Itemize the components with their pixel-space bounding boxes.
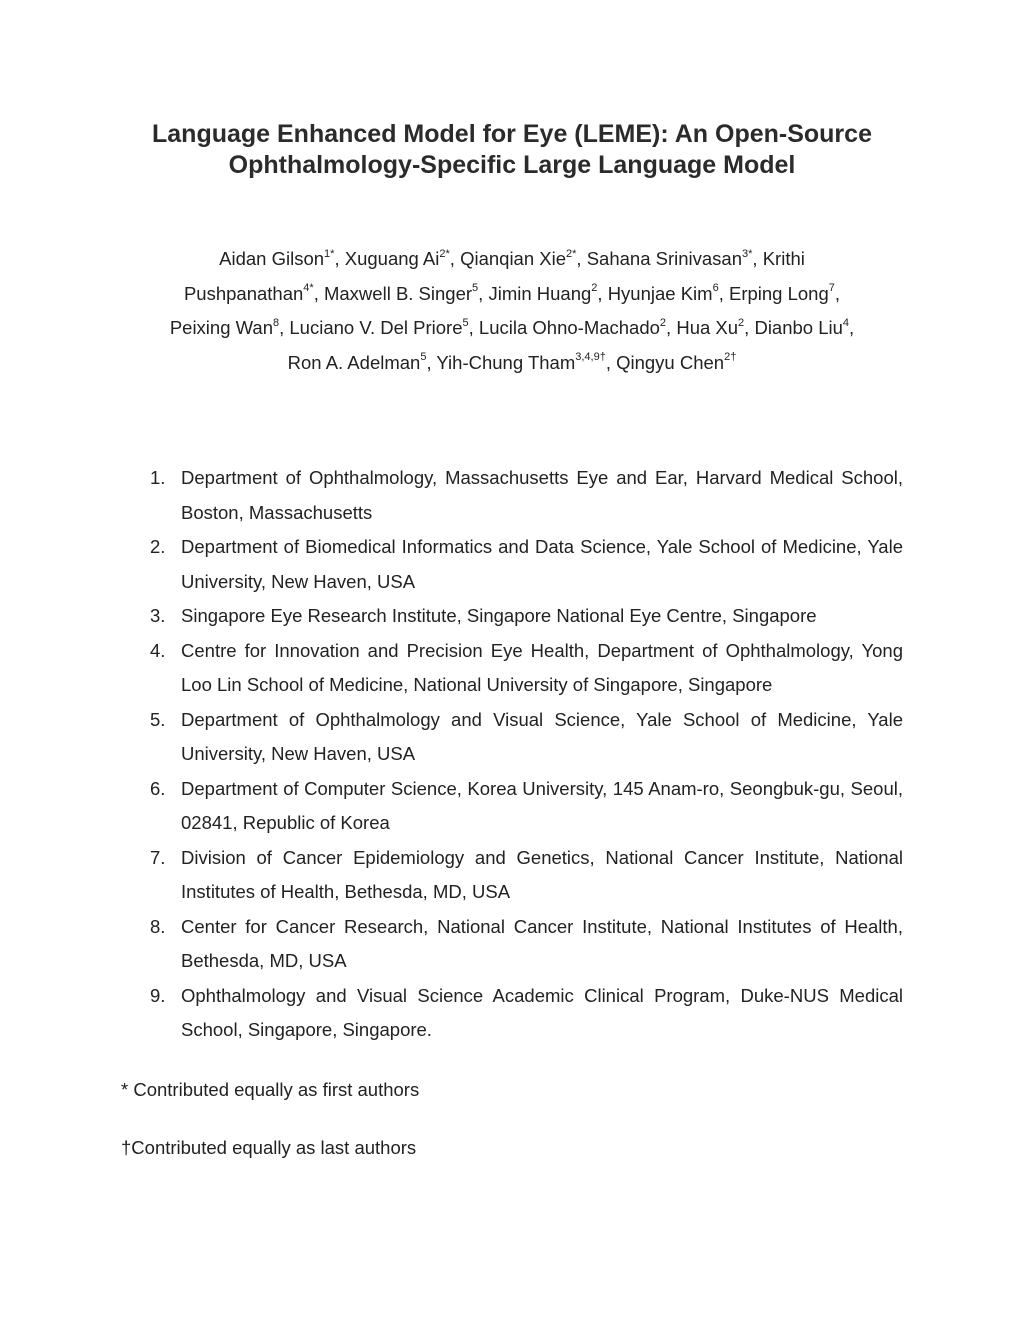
author-affiliation-marker: 6 <box>712 282 719 295</box>
author-separator: , <box>478 282 489 304</box>
author-name: Erping Long <box>728 282 829 304</box>
author-affiliation-marker: 7 <box>828 282 835 295</box>
author-name: Lucila Ohno-Machado <box>478 317 660 338</box>
affiliation-number: 1. <box>150 467 166 488</box>
affiliation-item <box>150 634 903 703</box>
author-name: Maxwell B. Singer <box>323 282 473 304</box>
author-separator: , <box>334 248 345 269</box>
author-separator: , <box>576 248 587 269</box>
affiliation-number: 2. <box>150 536 166 557</box>
author-separator: , <box>605 351 617 373</box>
author-affiliation-marker: 3,4,9† <box>575 351 606 364</box>
author-separator: , <box>426 351 437 373</box>
first-authors-note: * Contributed equally as first authors <box>121 1079 420 1100</box>
affiliation-item <box>150 910 903 979</box>
author-name: Aidan Gilson <box>219 248 325 269</box>
last-authors-note: †Contributed equally as last authors <box>121 1137 417 1158</box>
affiliation-text: Centre for Innovation and Precision Eye Health, Department of Ophthalmology, Yong Loo Lin School of Medicine, National University of Singapore, Singapore <box>181 639 903 695</box>
author-affiliation-marker: 1* <box>324 247 335 260</box>
paper-title-line-1: Language Enhanced Model for Eye (LEME): An Open-Source <box>152 120 872 148</box>
author-separator: , <box>834 282 841 304</box>
author-name: Qingyu Chen <box>616 351 725 373</box>
author-affiliation-marker: 2* <box>439 247 450 260</box>
author-row <box>120 277 904 312</box>
author-separator: , <box>666 317 677 338</box>
author-affiliation-marker: 2 <box>591 282 598 295</box>
affiliation-text: Department of Computer Science, Korea University, 145 Anam-ro, Seongbuk-gu, Seoul, 02841, Republic of Korea <box>181 777 903 833</box>
author-separator: , <box>597 282 608 304</box>
affiliation-item <box>150 841 903 910</box>
author-affiliation-marker: 3* <box>742 247 753 260</box>
affiliation-item <box>150 703 903 772</box>
author-separator: , <box>849 317 855 338</box>
author-affiliation-marker: 2* <box>566 247 577 260</box>
author-name: Ron A. Adelman <box>287 351 421 373</box>
author-separator: , <box>313 282 324 304</box>
author-affiliation-marker: 5 <box>472 282 479 295</box>
affiliation-text: Division of Cancer Epidemiology and Genetics, National Cancer Institute, National Institutes of Health, Bethesda, MD, USA <box>181 846 903 902</box>
author-list <box>120 242 904 380</box>
author-separator: , <box>468 317 479 338</box>
author-separator: , <box>449 248 461 269</box>
affiliation-number: 4. <box>150 639 166 661</box>
affiliation-text: Department of Ophthalmology, Massachusetts Eye and Ear, Harvard Medical School, Boston, Massachusetts <box>181 467 903 523</box>
author-name: Sahana Srinivasan <box>586 248 743 269</box>
author-name: Hua Xu <box>676 317 739 338</box>
affiliation-item <box>150 530 903 599</box>
author-affiliation-marker: 4* <box>303 282 314 295</box>
author-name: Krithi <box>762 248 805 269</box>
author-row <box>120 242 904 277</box>
affiliation-number: 5. <box>150 708 166 730</box>
author-name: Xuguang Ai <box>344 248 440 269</box>
paper-title <box>100 119 924 181</box>
affiliation-text: Center for Cancer Research, National Cancer Institute, National Institutes of Health, Bethesda, MD, USA <box>181 915 903 971</box>
author-affiliation-marker: 4 <box>842 316 850 329</box>
affiliation-item <box>150 772 903 841</box>
affiliation-text: Department of Ophthalmology and Visual Science, Yale School of Medicine, Yale University, New Haven, USA <box>181 708 903 764</box>
affiliation-text: Department of Biomedical Informatics and Data Science, Yale School of Medicine, Yale University, New Haven, USA <box>181 536 903 592</box>
affiliation-list <box>150 461 903 1048</box>
author-affiliation-marker: 2 <box>659 316 667 329</box>
affiliation-item <box>150 461 903 530</box>
affiliation-number: 3. <box>150 605 166 626</box>
affiliation-item <box>150 979 903 1048</box>
author-affiliation-marker: 8 <box>272 316 280 329</box>
paper-title-line-2: Ophthalmology-Specific Large Language Model <box>228 151 796 179</box>
affiliation-number: 7. <box>150 846 166 868</box>
author-separator: , <box>744 317 755 338</box>
author-name: Qianqian Xie <box>460 248 567 269</box>
author-row <box>120 311 904 346</box>
affiliation-text: Singapore Eye Research Institute, Singapore National Eye Centre, Singapore <box>181 605 817 626</box>
affiliation-text: Ophthalmology and Visual Science Academic Clinical Program, Duke-NUS Medical School, Singapore, Singapore. <box>181 984 903 1040</box>
author-affiliation-marker: 5 <box>420 351 427 364</box>
author-affiliation-marker: 5 <box>462 316 469 329</box>
author-name: Pushpanathan <box>183 282 304 304</box>
affiliation-item <box>150 599 903 634</box>
author-separator: , <box>752 248 763 269</box>
affiliation-number: 6. <box>150 777 166 799</box>
author-separator: , <box>279 317 290 338</box>
author-name: Dianbo Liu <box>754 317 843 338</box>
author-name: Hyunjae Kim <box>607 282 713 304</box>
author-name: Yih-Chung Tham <box>436 351 576 373</box>
author-name: Jimin Huang <box>488 282 592 304</box>
author-name: Luciano V. Del Priore <box>289 317 463 338</box>
affiliation-number: 8. <box>150 915 166 937</box>
author-separator: , <box>718 282 729 304</box>
author-row <box>120 346 904 381</box>
author-affiliation-marker: 2 <box>738 316 745 329</box>
author-affiliation-marker: 2† <box>724 351 737 364</box>
affiliation-number: 9. <box>150 984 166 1006</box>
author-name: Peixing Wan <box>169 317 273 338</box>
